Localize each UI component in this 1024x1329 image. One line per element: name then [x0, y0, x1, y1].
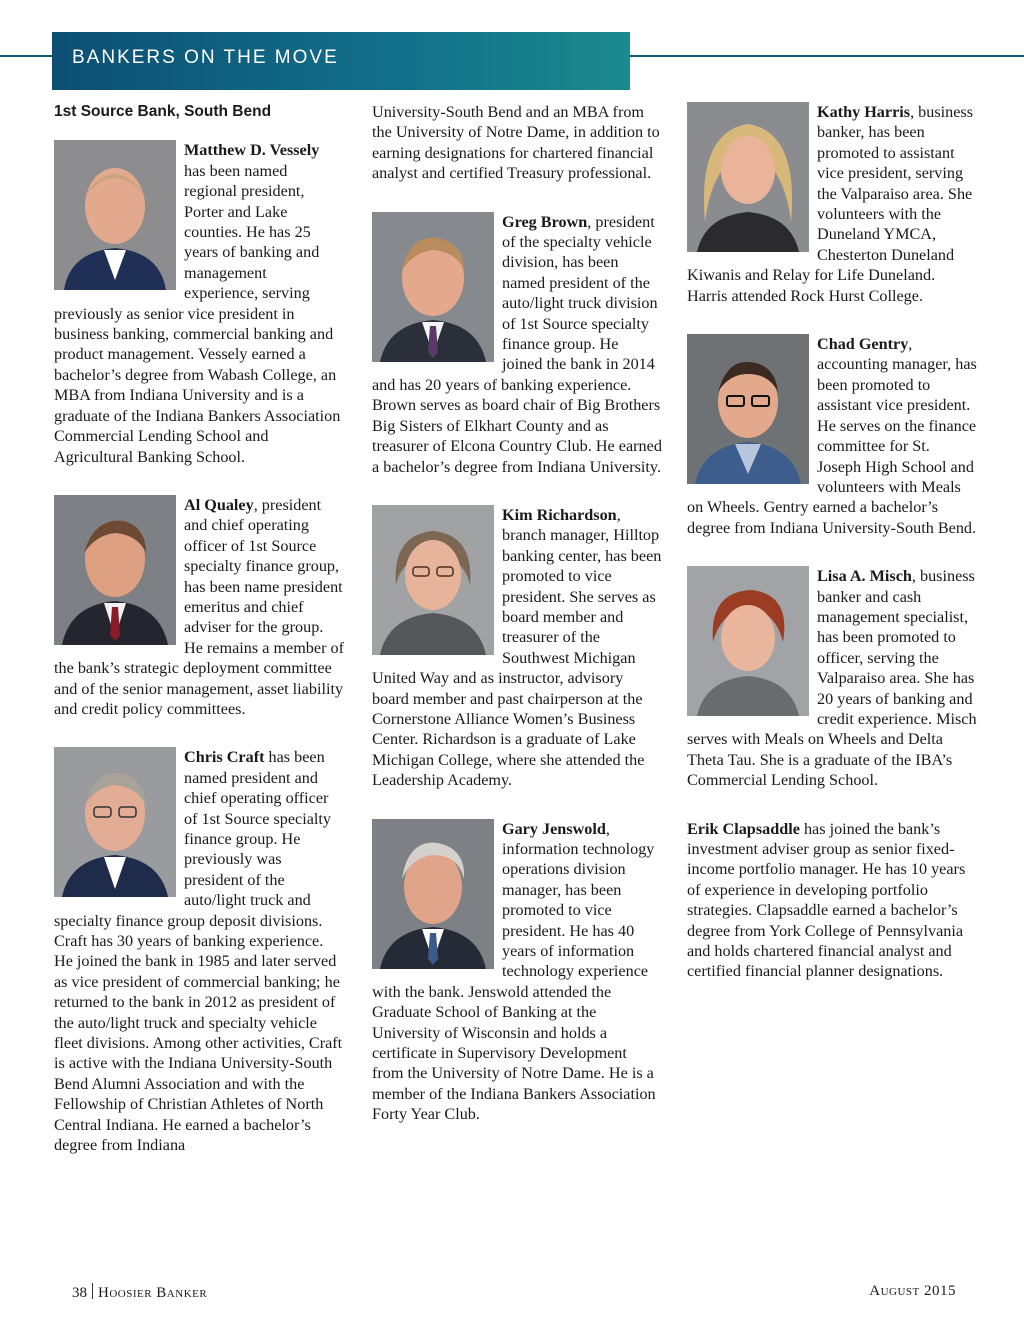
column-1 — [54, 102, 344, 1184]
profile-clapsaddle — [687, 819, 977, 982]
bio-text: , information technology operations division manager, has been promoted to vice president. He has 40 years of information technology experience with the bank. Jenswold attended the Graduate School of Banking at the University of Wisconsin and holds a certificate in Supervisory Development from the University of Notre Dame. He is a member of the Indiana Bankers Association Forty Year Club. — [372, 819, 656, 1124]
portrait-photo — [687, 566, 809, 716]
profile-jenswold — [372, 819, 662, 1125]
profile-brown — [372, 212, 662, 477]
bio-text: , business banker and cash management specialist, has been promoted to officer, serving the Valparaiso area. She has 20 years of banking and credit experience. Misch serves with Meals on Wheels and Delta Theta Tau. She is a graduate of the IBA’s Commercial Lending School. — [687, 567, 977, 790]
portrait-photo — [372, 212, 494, 362]
person-name: Lisa A. Misch — [817, 567, 912, 586]
profile-craft — [54, 747, 344, 1155]
portrait-photo — [687, 102, 809, 252]
person-name: Kathy Harris — [817, 103, 911, 121]
portrait-photo — [372, 505, 494, 655]
profile-qualey — [54, 495, 344, 719]
portrait-photo — [54, 140, 176, 290]
bio-text: has joined the bank’s investment adviser group as senior fixed-income portfolio manager. He has 10 years of experience in developing portfolio strategies. Clapsaddle earned a bachelor’s degree from York College of Pennsylvania and holds chartered financial analyst and certified financial planner designations. — [687, 819, 966, 981]
bio-text: , business banker, has been promoted to assistant vice president, serving the Valparaiso area. She volunteers with the Duneland YMCA, Chesterton Duneland Kiwanis and Relay for Life Duneland. Harris attended Rock Hurst College. — [687, 103, 974, 305]
section-banner — [52, 32, 630, 90]
bio-text: University-South Bend and an MBA from the University of Notre Dame, in addition to earning designations for chartered financial analyst and certified Treasury professional. — [372, 103, 660, 183]
person-name: Al Qualey — [184, 495, 254, 514]
portrait-photo — [687, 334, 809, 484]
footer-left — [72, 1283, 207, 1302]
profile-richardson — [372, 505, 662, 791]
page-number: 38 — [72, 1285, 87, 1301]
bio-text: has been named regional president, Porter and Lake counties. He has 25 years of banking and management experience, serving previously as senior vice president in business banking, commercial banking and product management. Vessely earned a bachelor’s degree from Wabash College, an MBA from Indiana University and is a graduate of the Indiana Bankers Association Commercial Lending School and Agricultural Banking School. — [54, 161, 341, 466]
portrait-photo — [54, 495, 176, 645]
column-3 — [687, 102, 977, 1010]
publication-name: Hoosier Banker — [98, 1285, 208, 1301]
portrait-photo — [372, 819, 494, 969]
profile-harris — [687, 102, 977, 306]
profile-gentry — [687, 334, 977, 538]
bio-text: , president and chief operating officer of 1st Source specialty finance group, has been name president emeritus and chief adviser for the group. He remains a member of the bank’s strategic deployment committee and of the senior management, asset liability and credit policy committees. — [54, 495, 345, 718]
profile-misch — [687, 566, 977, 790]
person-name: Chris Craft — [184, 748, 265, 767]
column-2 — [372, 102, 662, 1153]
profile-vessely — [54, 140, 344, 467]
person-name: Chad Gentry — [817, 335, 909, 354]
banner-title: BANKERS ON THE MOVE — [72, 47, 339, 68]
issue-date: August 2015 — [869, 1283, 956, 1299]
bio-text: has been named president and chief operating officer of 1st Source specialty finance group. He previously was president of the auto/light truck and specialty finance group deposit divisions. Craft has 30 years of banking experience. He joined the bank in 1985 and later served as vice president of commercial banking; he returned to the bank in 2012 as president of the auto/light truck and specialty vehicle fleet divisions. Among other activities, Craft is active with the Indiana University-South Bend Alumni Association and with the Fellowship of Christian Athletes of North Central Indiana. He earned a bachelor’s degree from Indiana — [54, 748, 343, 1155]
bio-text: , branch manager, Hilltop banking center, has been promoted to vice president. She serves as board member and treasurer of the Southwest Michigan United Way and as instructor, advisory board member and past chairperson at the Cornerstone Alliance Women’s Business Center. Richardson is a graduate of Lake Michigan College, where she attended the Leadership Academy. — [372, 505, 662, 790]
person-name: Kim Richardson — [502, 505, 617, 524]
person-name: Matthew D. Vessely — [184, 141, 320, 160]
profile-craft-continued — [372, 102, 662, 184]
person-name: Gary Jenswold — [502, 819, 606, 838]
footer-divider — [92, 1283, 93, 1299]
bio-text: , accounting manager, has been promoted to assistant vice president. He serves on the finance committee for St. Joseph High School and volunteers with Meals on Wheels. Gentry earned a bachelor’s degree from Indiana University-South Bend. — [687, 335, 977, 537]
person-name: Greg Brown — [502, 212, 588, 231]
portrait-photo — [54, 747, 176, 897]
person-name: Erik Clapsaddle — [687, 819, 800, 838]
bank-heading: 1st Source Bank, South Bend — [54, 103, 272, 120]
bio-text: , president of the specialty vehicle division, has been named president of the auto/light truck division of 1st Source specialty finance group. He joined the bank in 2014 and has 20 years of banking experience. Brown serves as board chair of Big Brothers Big Sisters of Elkhart County and as treasurer of Elcona Country Club. He earned a bachelor’s degree from Indiana University. — [372, 212, 662, 476]
